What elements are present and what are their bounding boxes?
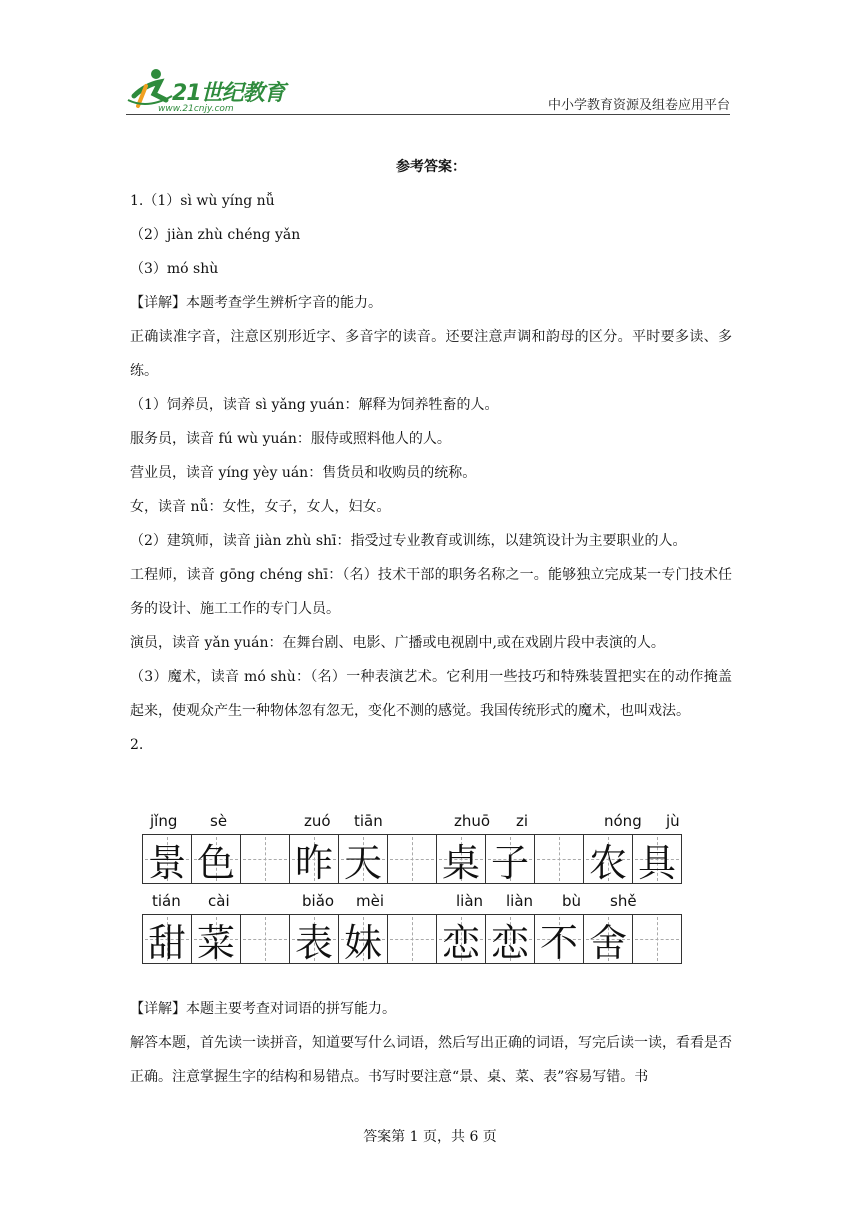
pinyin-label: liàn xyxy=(506,892,534,910)
pinyin-label: tián xyxy=(152,892,181,910)
answer-paragraph: 工程师，读音 gōng chéng shī：（名）技术干部的职务名称之一。能够独立完成某一专门技术任务的设计、施工工作的专门人员。 xyxy=(130,567,732,617)
character-cell: 菜 xyxy=(191,914,241,964)
explanation-line: 【详解】本题主要考查对词语的拼写能力。 xyxy=(130,1001,396,1017)
answer-line: 2. xyxy=(130,737,144,753)
logo-url: www.21cnjy.com xyxy=(158,104,234,114)
pinyin-label: jù xyxy=(666,812,680,830)
grid-row xyxy=(142,808,702,898)
character-cell: 恋 xyxy=(485,914,535,964)
site-logo[interactable] xyxy=(126,66,296,118)
grid-row xyxy=(142,888,702,978)
pinyin-label: mèi xyxy=(356,892,385,910)
pinyin-label: jǐng xyxy=(150,812,178,830)
pinyin-label: biǎo xyxy=(302,892,335,910)
answer-line: （2）建筑师，读音 jiàn zhù shī：指受过专业教育或训练，以建筑设计为主要职业的人。 xyxy=(130,533,687,549)
answer-line: 1.（1）sì wù yíng nǚ xyxy=(130,193,275,209)
character-cell xyxy=(240,914,290,964)
explanation-section xyxy=(130,992,732,1094)
pinyin-label: bù xyxy=(562,892,582,910)
answer-content xyxy=(130,150,732,762)
character-boxes xyxy=(142,914,681,964)
answer-paragraph: 正确读准字音，注意区别形近字、多音字的读音。还要注意声调和韵母的区分。平时要多读、多练。 xyxy=(130,329,732,379)
pinyin-label: zuó xyxy=(304,812,331,830)
answer-line: 【详解】本题考查学生辨析字音的能力。 xyxy=(130,295,382,311)
character-cell: 表 xyxy=(289,914,339,964)
character-cell: 舍 xyxy=(583,914,633,964)
pinyin-label: zi xyxy=(516,812,529,830)
character-cell: 昨 xyxy=(289,834,339,884)
pinyin-label: zhuō xyxy=(454,812,491,830)
character-cell xyxy=(534,834,584,884)
page-footer: 答案第 1 页，共 6 页 xyxy=(363,1129,497,1145)
character-cell: 恋 xyxy=(436,914,486,964)
pinyin-label: nóng xyxy=(604,812,642,830)
character-cell xyxy=(387,914,437,964)
character-boxes xyxy=(142,834,681,884)
explanation-paragraph: 解答本题，首先读一读拼音，知道要写什么词语，然后写出正确的词语，写完后读一读，看看是否正确。注意掌握生字的结构和易错点。书写时要注意“景、桌、菜、表”容易写错。书 xyxy=(130,1035,732,1085)
character-cell: 甜 xyxy=(142,914,192,964)
character-cell: 不 xyxy=(534,914,584,964)
answer-line: 女，读音 nǚ：女性，女子，女人，妇女。 xyxy=(130,499,391,515)
character-cell xyxy=(240,834,290,884)
character-cell: 子 xyxy=(485,834,535,884)
character-cell: 色 xyxy=(191,834,241,884)
character-cell xyxy=(387,834,437,884)
pinyin-label: liàn xyxy=(456,892,484,910)
character-cell: 具 xyxy=(632,834,682,884)
writing-grid xyxy=(142,808,702,978)
answer-line: 服务员，读音 fú wù yuán：服侍或照料他人的人。 xyxy=(130,431,451,447)
answer-title: 参考答案： xyxy=(396,159,466,175)
pinyin-label: shě xyxy=(610,892,637,910)
page-header xyxy=(0,0,860,120)
pinyin-label: sè xyxy=(210,812,228,830)
header-divider xyxy=(126,114,730,115)
character-cell: 桌 xyxy=(436,834,486,884)
platform-name: 中小学教育资源及组卷应用平台 xyxy=(547,98,730,113)
pinyin-label: cài xyxy=(208,892,230,910)
answer-line: 演员，读音 yǎn yuán：在舞台剧、电影、广播或电视剧中,或在戏剧片段中表演的人。 xyxy=(130,635,665,651)
character-cell: 天 xyxy=(338,834,388,884)
character-cell: 景 xyxy=(142,834,192,884)
character-cell: 妹 xyxy=(338,914,388,964)
answer-paragraph: （3）魔术，读音 mó shù：（名）一种表演艺术。它利用一些技巧和特殊装置把实在的动作掩盖起来，使观众产生一种物体忽有忽无，变化不测的感觉。我国传统形式的魔术，也叫戏法。 xyxy=(130,669,732,719)
logo-text: 21世纪教育 xyxy=(172,81,285,106)
answer-line: （2）jiàn zhù chéng yǎn xyxy=(130,227,301,243)
answer-line: （3）mó shù xyxy=(130,261,219,277)
pinyin-label: tiān xyxy=(354,812,383,830)
character-cell: 农 xyxy=(583,834,633,884)
answer-line: 营业员，读音 yíng yèy uán：售货员和收购员的统称。 xyxy=(130,465,477,481)
character-cell xyxy=(632,914,682,964)
answer-line: （1）饲养员，读音 sì yǎng yuán：解释为饲养牲畜的人。 xyxy=(130,397,499,413)
